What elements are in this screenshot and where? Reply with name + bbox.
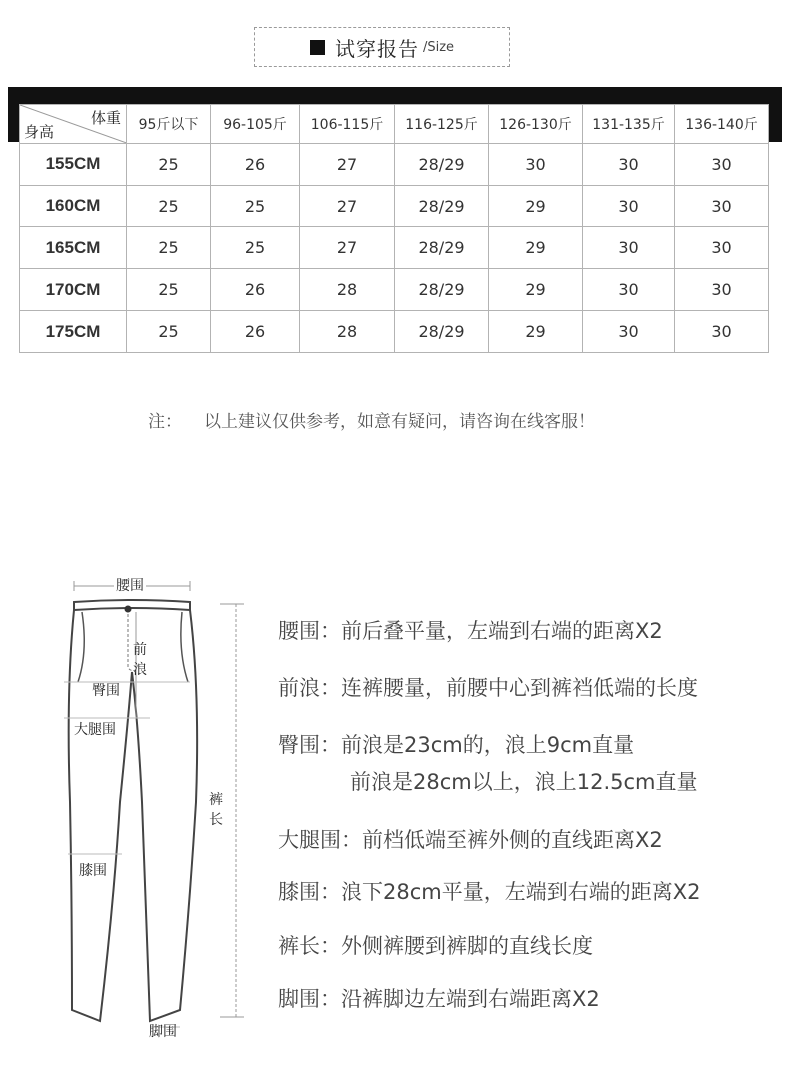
def-thigh: 大腿围：前档低端至裤外侧的直线距离X2 — [278, 828, 663, 852]
column-header: 106-115斤 — [300, 105, 395, 144]
size-cell: 29 — [489, 185, 583, 227]
rise-label-char: 前 — [133, 642, 147, 658]
size-cell: 25 — [127, 311, 211, 353]
size-cell: 30 — [583, 311, 675, 353]
def-hip-cont: 前浪是28cm以上，浪上12.5cm直量 — [350, 770, 698, 794]
size-cell: 25 — [127, 143, 211, 185]
height-cell: 175CM — [20, 311, 127, 353]
pants-diagram — [40, 572, 250, 1047]
hip-label: 臀围 — [92, 683, 120, 699]
size-table — [19, 104, 769, 353]
column-header: 96-105斤 — [211, 105, 300, 144]
size-cell: 30 — [675, 311, 769, 353]
size-cell: 30 — [583, 143, 675, 185]
def-hem: 脚围：沿裤脚边左端到右端距离X2 — [278, 987, 600, 1011]
table-row — [20, 185, 769, 227]
title-sub: /Size — [422, 39, 455, 55]
column-header: 136-140斤 — [675, 105, 769, 144]
table-row — [20, 227, 769, 269]
size-cell: 27 — [300, 227, 395, 269]
thigh-label: 大腿围 — [74, 722, 116, 738]
size-cell: 27 — [300, 185, 395, 227]
waist-label: 腰围 — [116, 578, 144, 594]
size-cell: 25 — [127, 185, 211, 227]
size-cell: 28/29 — [395, 227, 489, 269]
size-cell: 28/29 — [395, 185, 489, 227]
column-header: 95斤以下 — [127, 105, 211, 144]
hem-label: 脚围 — [149, 1024, 177, 1040]
size-cell: 28/29 — [395, 143, 489, 185]
note-label: 注： — [148, 412, 182, 432]
size-cell: 28/29 — [395, 311, 489, 353]
size-cell: 26 — [211, 269, 300, 311]
weight-header: 体重 — [90, 109, 121, 127]
height-cell: 160CM — [20, 185, 127, 227]
table-row — [20, 311, 769, 353]
rise-label — [132, 640, 148, 680]
size-cell: 30 — [583, 227, 675, 269]
length-label-char: 长 — [209, 812, 223, 828]
size-cell: 30 — [583, 185, 675, 227]
def-hip: 臀围：前浪是23cm的，浪上9cm直量 — [278, 733, 635, 757]
column-header: 116-125斤 — [395, 105, 489, 144]
size-cell: 29 — [489, 227, 583, 269]
table-row — [20, 269, 769, 311]
size-cell: 27 — [300, 143, 395, 185]
size-report-title — [254, 27, 510, 67]
column-header: 126-130斤 — [489, 105, 583, 144]
length-label-char: 裤 — [209, 792, 223, 808]
size-cell: 28 — [300, 269, 395, 311]
size-cell: 28/29 — [395, 269, 489, 311]
table-row — [20, 143, 769, 185]
rise-label-char: 浪 — [133, 662, 147, 678]
size-cell: 30 — [675, 143, 769, 185]
table-corner-cell — [20, 105, 127, 144]
size-cell: 30 — [675, 185, 769, 227]
column-header: 131-135斤 — [583, 105, 675, 144]
height-cell: 155CM — [20, 143, 127, 185]
size-cell: 25 — [127, 227, 211, 269]
size-note — [148, 407, 595, 432]
size-cell: 25 — [211, 227, 300, 269]
size-cell: 30 — [675, 227, 769, 269]
def-rise: 前浪：连裤腰量，前腰中心到裤裆低端的长度 — [278, 676, 698, 700]
def-length: 裤长：外侧裤腰到裤脚的直线长度 — [278, 934, 593, 958]
size-cell: 26 — [211, 311, 300, 353]
size-cell: 30 — [489, 143, 583, 185]
length-label — [208, 790, 224, 830]
size-cell: 25 — [211, 185, 300, 227]
size-cell: 30 — [583, 269, 675, 311]
title-main: 试穿报告 — [334, 36, 419, 61]
height-cell: 165CM — [20, 227, 127, 269]
table-header-row — [20, 105, 769, 144]
size-cell: 29 — [489, 269, 583, 311]
square-bullet-icon — [310, 40, 325, 55]
def-waist: 腰围：前后叠平量，左端到右端的距离X2 — [278, 619, 663, 643]
size-cell: 26 — [211, 143, 300, 185]
size-cell: 25 — [127, 269, 211, 311]
size-cell: 30 — [675, 269, 769, 311]
knee-label: 膝围 — [79, 863, 107, 879]
height-cell: 170CM — [20, 269, 127, 311]
def-knee: 膝围：浪下28cm平量，左端到右端的距离X2 — [278, 880, 701, 904]
note-text: 以上建议仅供参考，如意有疑问，请咨询在线客服！ — [204, 412, 595, 432]
size-cell: 29 — [489, 311, 583, 353]
height-header: 身高 — [24, 122, 55, 141]
size-cell: 28 — [300, 311, 395, 353]
